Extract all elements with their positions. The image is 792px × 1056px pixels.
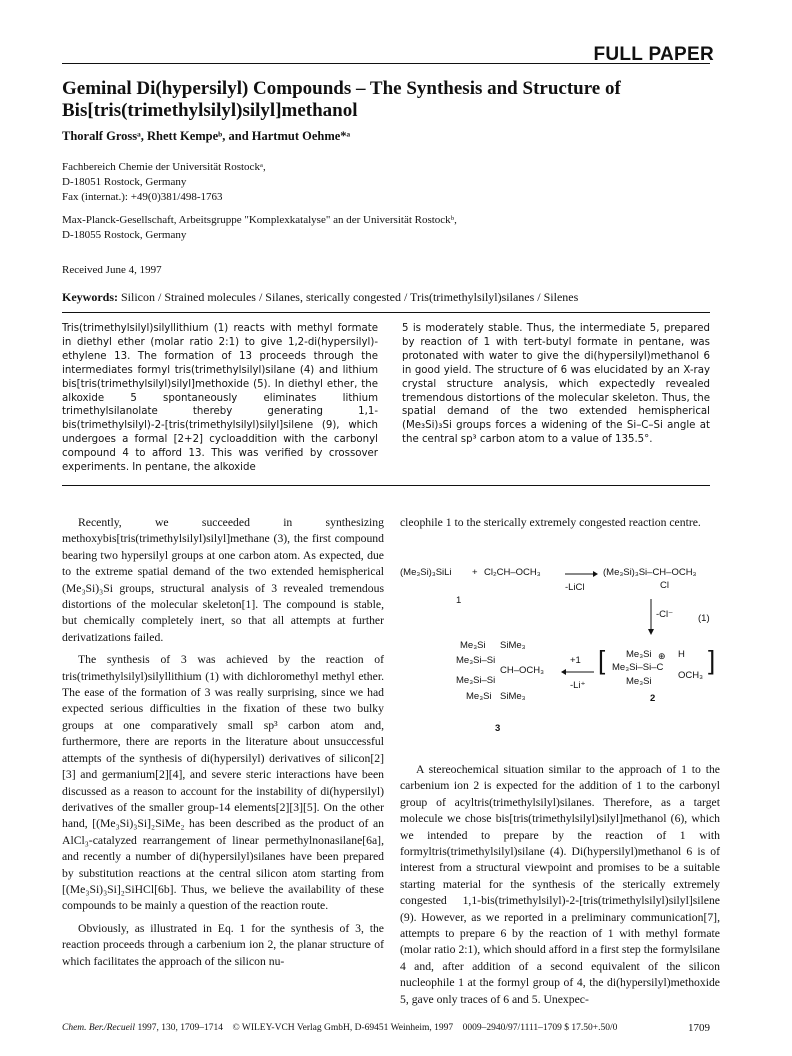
abstract-top-rule [62, 312, 710, 313]
bracket-right: ] [708, 645, 716, 675]
page-footer [62, 1023, 710, 1033]
compound-2-part: OCH₃ [678, 670, 703, 681]
publisher-line: © WILEY-VCH Verlag GmbH, D-69451 Weinheim, 1997 [232, 1023, 454, 1033]
compound-label-3: 3 [495, 723, 501, 734]
scheme-reactant-2: Cl₂CH–OCH₃ [484, 567, 541, 578]
bracket-left: [ [598, 645, 606, 675]
scheme-minus-licl: -LiCl [565, 582, 585, 593]
compound-label-2: 2 [650, 693, 656, 704]
body-right-top [400, 515, 720, 537]
cation-charge-icon: ⊕ [658, 651, 666, 661]
equation-number: (1) [698, 613, 710, 624]
affiliation-b-line: Max-Planck-Gesellschaft, Arbeitsgruppe "Komplexkatalyse" an der Universität Rostockᵇ, [62, 214, 457, 226]
affiliation-a-line: D-18051 Rostock, Germany [62, 176, 187, 188]
page-number: 1709 [688, 1022, 710, 1034]
reaction-arrow-right [563, 567, 599, 581]
keywords-text: Silicon / Strained molecules / Silanes, sterically congested / Tris(trimethylsilyl)silanes / Silenes [121, 290, 579, 304]
abstract-left: Tris(trimethylsilyl)silyllithium (1) reacts with methyl formate in diethyl ether (molar ratio 2:1) to give 1,2-di(hypersilyl)-ethylene 13. The formation of 13 proceeds through the intermediates formyl tris(trimethylsilyl)silane (4) and lithium bis[tris(trimethylsilyl)silyl]methoxide (5). In diethyl ether, the alkoxide 5 spontaneously eliminates lithium trimethylsilanolate thereby generating 1,1-bis(trimethylsilyl)-2-[tris(trimethylsilyl)silyl]silene (9), which undergoes a formal [2+2] cycloaddition with the carbonyl compound 4 to afford 13. This was verified by crossover experiments. In pentane, the alkoxide [62, 323, 378, 474]
compound-3-part: SiMe₃ [500, 640, 526, 651]
keywords-label: Keywords: [62, 290, 118, 304]
affiliation-b-line: D-18055 Rostock, Germany [62, 229, 187, 241]
paragraph: The synthesis of 3 was achieved by the reaction of tris(trimethylsilyl)silyllithium (1) with dichloromethyl methyl ether. The ease of the formation of 3 was really surprising, since we had expected serious difficulties in the fixation of these two bulky groups at one comparatively small sp³ carbon atom and, furthermore, there are reports in the literature about unsuccessful attempts of the synthesis of di(hypersilyl) derivatives of silicon[2][3] and germanium[2][4], and severe steric interactions have been discussed as a reason to account for the instability of di(hypersilyl) derivatives of the smaller group-14 elements[2][3][5]. On the other hand, [(Me₃Si)₃Si]₂SiMe₂ has been described as the product of an AlCl₃-catalyzed rearrangement of linear permethylnonasilane[6a], and recently a number of di(hypersilyl)silanes have been prepared by substitution reactions at the central silicon atom starting from [(Me₃Si)₃Si]₂SiHCl[6b]. Thus, we believe the availability of these compounds to be mainly a question of the reaction route. [62, 653, 384, 913]
body-left-column [62, 515, 384, 976]
received-date: Received June 4, 1997 [62, 264, 162, 276]
affiliation-a-line: Fachbereich Chemie der Universität Rostockᵃ, [62, 161, 266, 173]
compound-3-part: Me₃Si–Si [456, 655, 496, 666]
journal-name: Chem. Ber./Recueil [62, 1023, 136, 1033]
article-code: 0009–2940/97/1111–1709 $ 17.50+.50/0 [462, 1023, 618, 1033]
scheme-minus-li: -Li⁺ [570, 680, 586, 691]
paragraph: Recently, we succeeded in synthesizing methoxybis[tris(trimethylsilyl)silyl]methane (3), the first compound bearing two hypersilyl groups at one carbon atom. As expected, due to the extreme spatial demand of the two extended hemispherical (Me₃Si)₃Si groups, structural analysis of 3 revealed tremendous distortions of the molecular skeleton[1]. The compound is stable, but chemically completely inert, so that all attempts at further derivatizations failed. [62, 516, 384, 644]
paper-title: Geminal Di(hypersilyl) Compounds – The Synthesis and Structure of Bis[tris(trimethylsilyl)silyl]methanol [62, 78, 621, 121]
reaction-arrow-left [560, 667, 596, 677]
scheme-reactant-1: (Me₃Si)₃SiLi [400, 567, 452, 578]
compound-3-part: Me₃Si [466, 691, 492, 702]
author-list: Thoralf Grossᵃ, Rhett Kempeᵇ, and Hartmut Oehme*ᵃ [62, 129, 351, 143]
affiliation-b [62, 213, 722, 243]
paragraph: Obviously, as illustrated in Eq. 1 for the synthesis of 3, the reaction proceeds through a carbenium ion 2, the planar structure of which facilitates the approach of the silicon nu- [62, 921, 384, 968]
keywords [62, 290, 722, 305]
journal-issue: 1997, 130, 1709–1714 [137, 1023, 223, 1033]
reaction-arrow-down [646, 597, 656, 637]
compound-3-part: CH–OCH₃ [500, 665, 544, 676]
scheme-plus: + [472, 567, 478, 578]
compound-2-part: H [678, 649, 685, 660]
scheme-minus-cl: -Cl⁻ [656, 609, 674, 620]
scheme-product-top: (Me₃Si)₃Si–CH–OCH₃ [603, 567, 697, 578]
compound-2-part: Me₃Si [626, 676, 652, 687]
compound-3-part: Me₃Si [460, 640, 486, 651]
abstract-bottom-rule [62, 485, 710, 486]
body-right-bottom [400, 762, 720, 1014]
compound-2-part: Me₃Si [626, 649, 652, 660]
compound-3-part: Me₃Si–Si [456, 675, 496, 686]
affiliation-a [62, 160, 722, 205]
section-label: FULL PAPER [593, 44, 714, 65]
paragraph: A stereochemical situation similar to the approach of 1 to the carbenium ion 2 is expected for the addition of 1 to the carbonyl group of acyltris(trimethylsilyl)silanes. Therefore, as a target molecule we chose bis[tris(trimethylsilyl)silyl]methanol (6), which we intended to prepare by the reaction of 1 with formyltris(trimethylsilyl)silane (4). Di(hypersilyl)methanol 6 is of interest from a structural viewpoint and promises to be a suitable starting material for the synthesis of the sterically extremely congested 1,1-bis(trimethylsilyl)-2-[tris(trimethylsilyl)silyl]silene (9). However, as we reported in a preliminary communication[7], attempts to prepare 6 by the reaction of 1 with methyl formate (molar ratio 2:1), which should afford in a first step the formylsilane 4 and, after addition of a second equivalent of the silicon nucleophile 1 at the formyl group of 4, the di(hypersilyl)methoxide 5, gave only traces of 6 and 5. Unexpec- [400, 763, 720, 1006]
scheme-plus-one: +1 [570, 655, 581, 666]
affiliation-a-line: Fax (internat.): +49(0)381/498-1763 [62, 191, 223, 203]
paragraph: cleophile 1 to the sterically extremely congested reaction centre. [400, 516, 701, 529]
abstract-right: 5 is moderately stable. Thus, the intermediate 5, prepared by reaction of 1 with tert-butyl formate in pentane, was protonated with water to give the di(hypersilyl)methanol 6 in good yield. The structure of 6 was elucidated by an X-ray crystal structure analysis, which expectedly revealed tremendous distortions of the molecular skeleton. Thus, the spatial demand of the two extended hemispherical (Me₃Si)₃Si groups forces a widening of the Si–C–Si angle at the central sp³ carbon atom to a value of 135.5°. [402, 323, 710, 446]
compound-2-part: Me₃Si–Si–C [612, 662, 664, 673]
compound-3-part: SiMe₃ [500, 691, 526, 702]
compound-label-1: 1 [456, 595, 462, 606]
scheme-product-cl: Cl [660, 580, 669, 591]
